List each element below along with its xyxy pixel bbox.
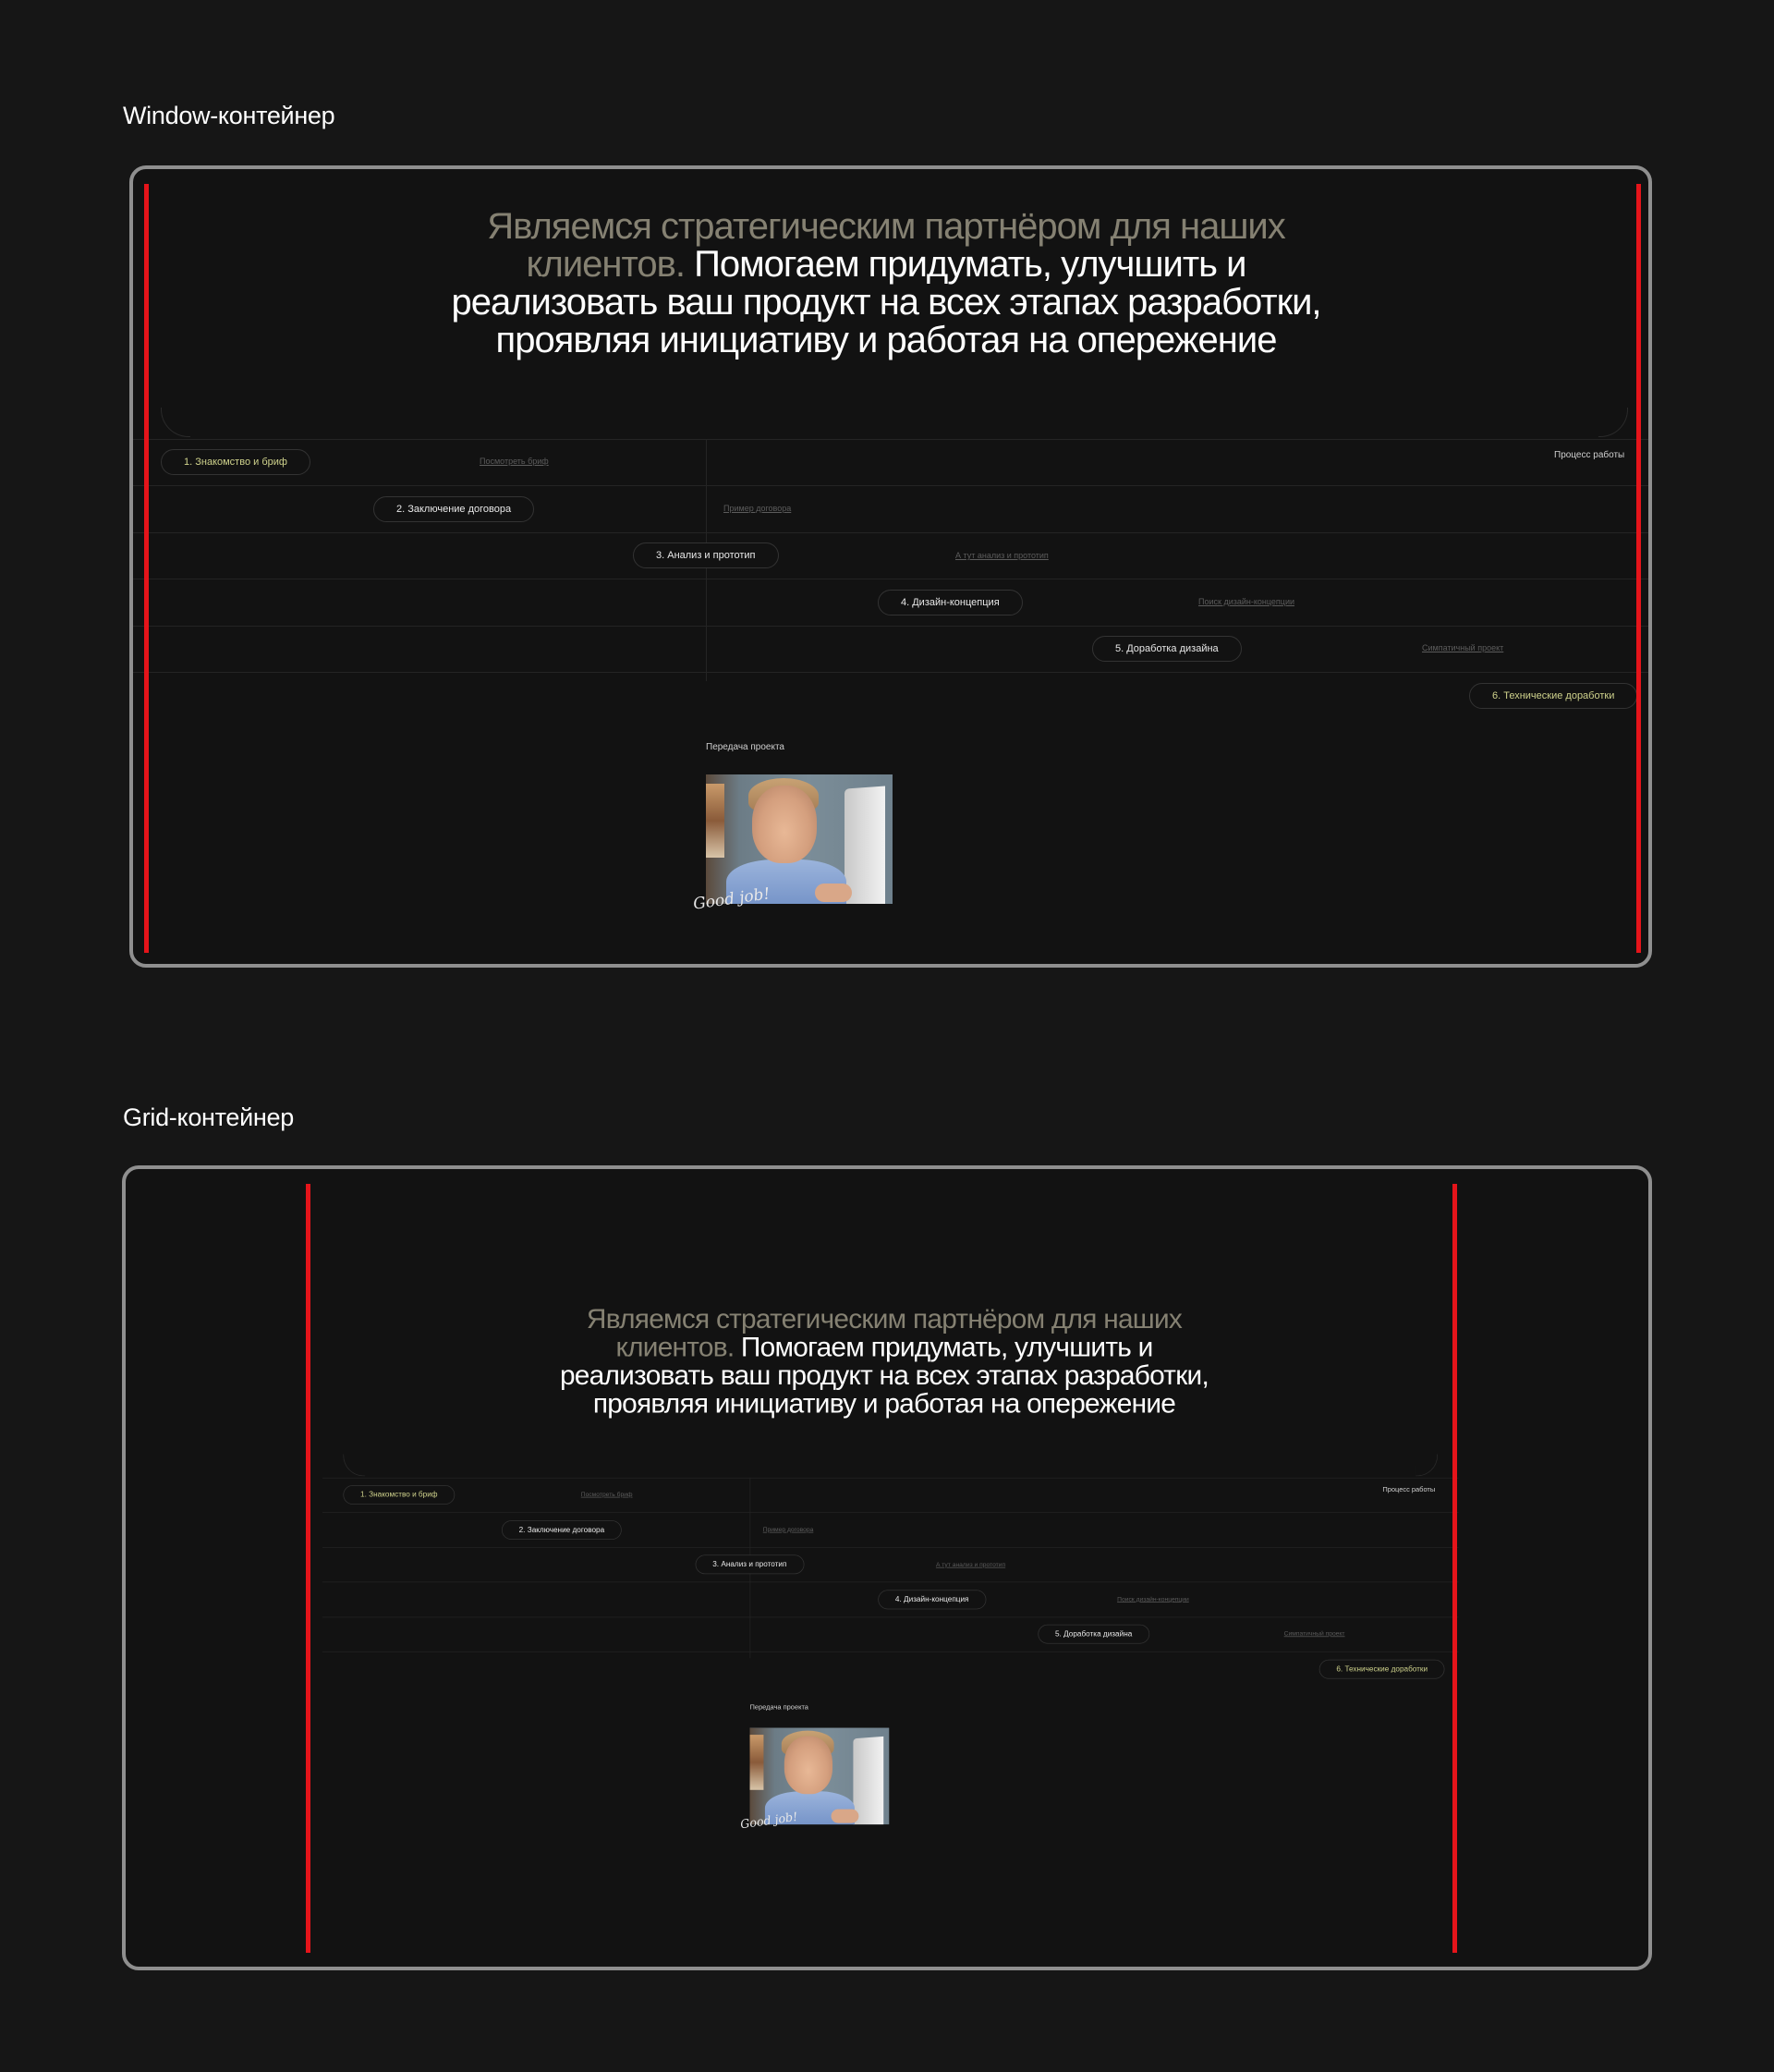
step-link-1[interactable]: Посмотреть бриф — [580, 1491, 633, 1498]
page-preview — [133, 169, 1652, 964]
page-preview — [322, 1276, 1458, 1870]
row-divider — [322, 1547, 1458, 1548]
step-pill-1[interactable]: 1. Знакомство и бриф — [343, 1485, 455, 1505]
grid-container-frame — [122, 1165, 1652, 1970]
row-divider — [322, 1478, 1458, 1479]
headline-bright: Помогаем придумать, улучшить и реализовать ваш продукт на всех этапах разработки, проявляя инициативу и работая на опережение — [451, 244, 1321, 360]
headline — [438, 208, 1334, 360]
step-link-2[interactable]: Пример договора — [762, 1526, 814, 1533]
boy-laptop-photo — [750, 1728, 890, 1824]
step-pill-4[interactable]: 4. Дизайн-концепция — [878, 590, 1023, 616]
step-link-4[interactable]: Поиск дизайн-концепции — [1198, 597, 1295, 606]
row-divider — [133, 439, 1652, 440]
step-link-2[interactable]: Пример договора — [723, 504, 792, 513]
step-pill-3[interactable]: 3. Анализ и прототип — [633, 542, 779, 568]
step-pill-5[interactable]: 5. Доработка дизайна — [1038, 1625, 1149, 1644]
window-container-frame — [129, 165, 1652, 968]
row-divider — [322, 1512, 1458, 1513]
headline — [550, 1305, 1219, 1418]
step-link-5[interactable]: Симпатичный проект — [1283, 1629, 1345, 1638]
row-divider — [133, 532, 1652, 533]
guide-line-left — [144, 184, 149, 953]
meme-caption: Good job! — [739, 1810, 799, 1833]
step-pill-1[interactable]: 1. Знакомство и бриф — [161, 449, 310, 475]
step-link-3[interactable]: А тут анализ и прототип — [935, 1561, 1006, 1568]
transfer-label: Передача проекта — [706, 742, 784, 752]
row-divider — [133, 672, 1652, 673]
process-label: Процесс работы — [1554, 450, 1625, 460]
corner-decoration — [343, 1454, 365, 1476]
corner-decoration — [161, 408, 190, 437]
grid-container-title: Grid-контейнер — [123, 1103, 294, 1131]
corner-decoration — [1598, 408, 1628, 437]
headline-muted: Являемся стратегическим партнёром для наших клиентов. — [487, 206, 1285, 285]
step-link-1[interactable]: Посмотреть бриф — [480, 457, 549, 466]
transfer-label: Передача проекта — [749, 1703, 808, 1712]
corner-decoration — [1416, 1454, 1438, 1476]
guide-line-left — [306, 1184, 310, 1953]
row-divider — [133, 485, 1652, 486]
window-container-title: Window-контейнер — [123, 102, 335, 129]
guide-line-right — [1452, 1184, 1457, 1953]
process-label: Процесс работы — [1382, 1485, 1436, 1493]
step-pill-2[interactable]: 2. Заключение договора — [502, 1520, 622, 1540]
step-pill-2[interactable]: 2. Заключение договора — [373, 496, 534, 522]
step-link-4[interactable]: Поиск дизайн-концепции — [1117, 1595, 1189, 1603]
row-divider — [133, 626, 1652, 627]
boy-laptop-photo — [706, 774, 893, 904]
step-pill-3[interactable]: 3. Анализ и прототип — [696, 1554, 805, 1574]
row-divider — [322, 1581, 1458, 1582]
step-pill-4[interactable]: 4. Дизайн-концепция — [878, 1590, 986, 1609]
headline-bright: Помогаем придумать, улучшить и реализовать ваш продукт на всех этапах разработки, проявляя инициативу и работая на опережение — [559, 1332, 1209, 1420]
guide-line-right — [1636, 184, 1641, 953]
step-pill-5[interactable]: 5. Доработка дизайна — [1092, 636, 1242, 662]
step-link-3[interactable]: А тут анализ и прототип — [955, 551, 1049, 560]
headline-muted: Являемся стратегическим партнёром для наших клиентов. — [586, 1303, 1183, 1363]
step-pill-6[interactable]: 6. Технические доработки — [1469, 683, 1637, 709]
row-divider — [322, 1617, 1458, 1618]
meme-caption: Good job! — [692, 884, 772, 914]
step-link-5[interactable]: Симпатичный проект — [1422, 643, 1504, 652]
step-pill-6[interactable]: 6. Технические доработки — [1319, 1660, 1445, 1679]
